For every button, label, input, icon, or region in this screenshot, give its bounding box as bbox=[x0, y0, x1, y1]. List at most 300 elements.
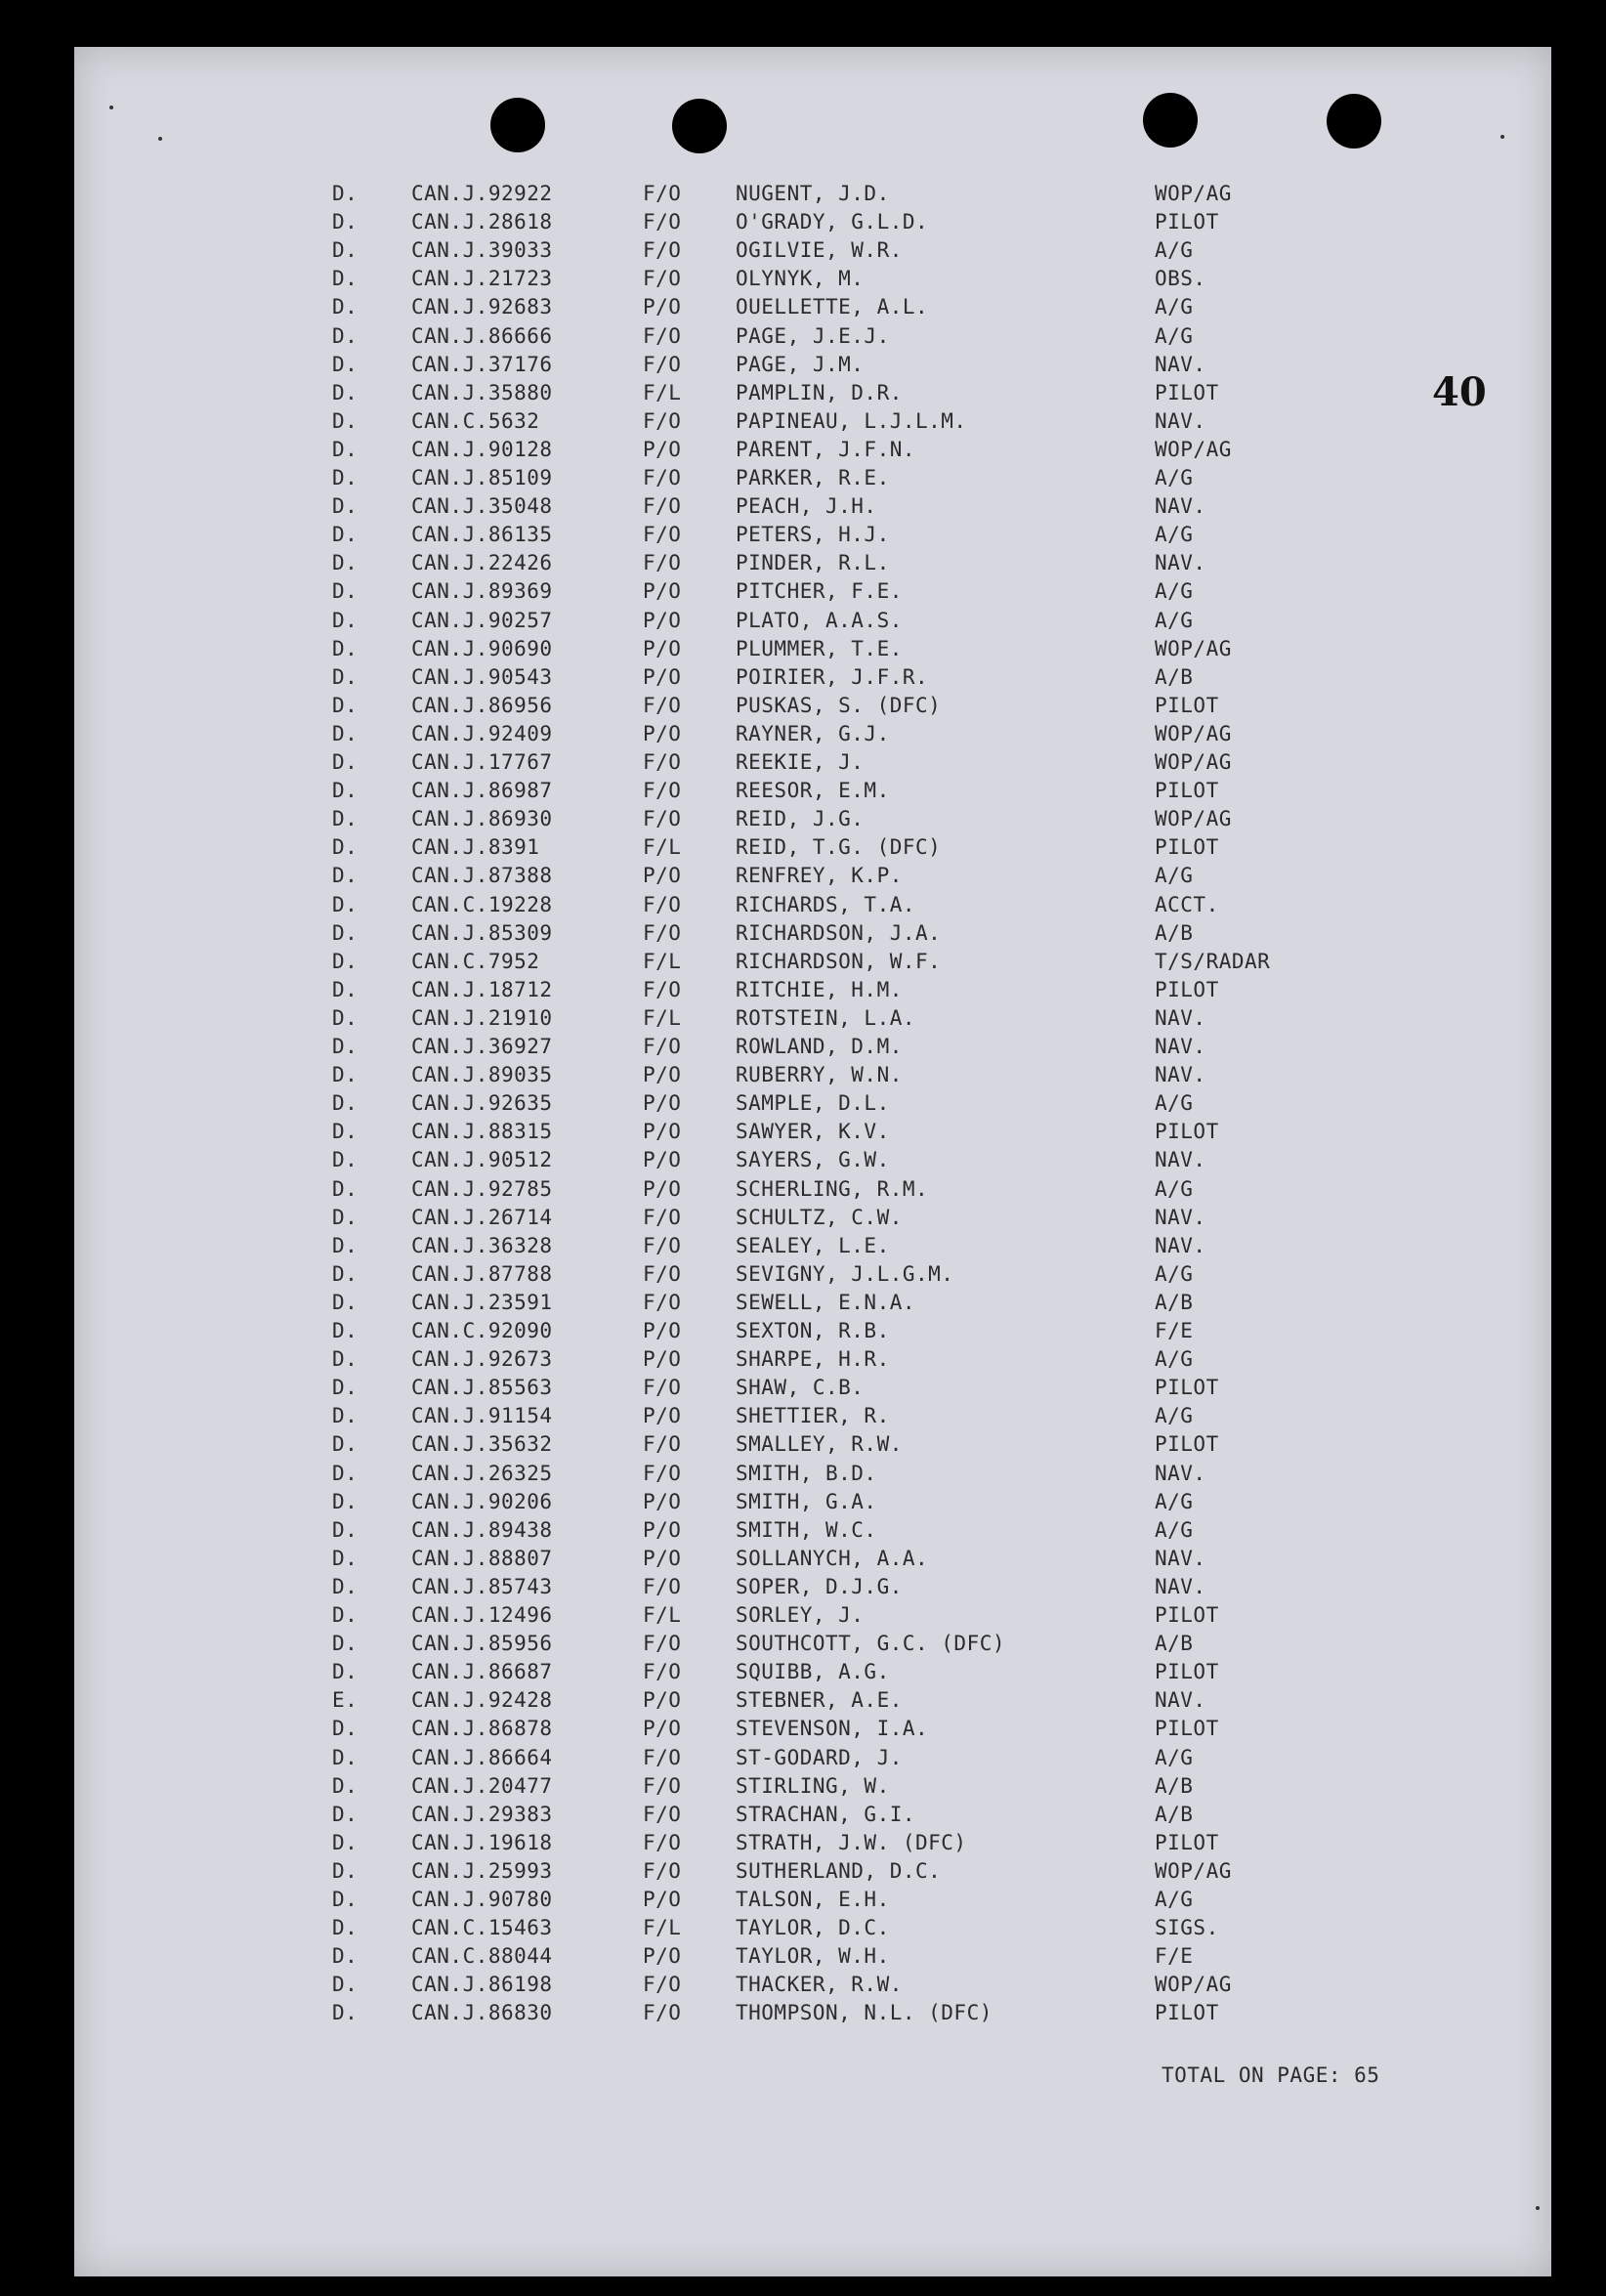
service-number-cell: CAN.J.86878 bbox=[411, 1717, 553, 1741]
name-cell: SMITH, B.D. bbox=[736, 1461, 877, 1485]
rank-cell: F/O bbox=[643, 408, 682, 433]
trade-cell: WOP/AG bbox=[1155, 721, 1232, 745]
speck bbox=[1500, 135, 1504, 139]
table-row bbox=[74, 1803, 1551, 1831]
rank-cell: F/O bbox=[643, 1802, 682, 1826]
status-cell: D. bbox=[332, 1035, 359, 1058]
rank-cell: P/O bbox=[643, 721, 682, 745]
name-cell: SEALEY, L.E. bbox=[736, 1233, 890, 1257]
status-cell: D. bbox=[332, 210, 359, 234]
table-row bbox=[74, 182, 1551, 210]
trade-cell: A/G bbox=[1155, 1176, 1194, 1201]
status-cell: D. bbox=[332, 1347, 359, 1372]
service-number-cell: CAN.C.5632 bbox=[411, 408, 540, 433]
trade-cell: A/B bbox=[1155, 920, 1194, 945]
table-row bbox=[74, 807, 1551, 835]
rank-cell: F/O bbox=[643, 1973, 682, 1997]
service-number-cell: CAN.J.92673 bbox=[411, 1347, 553, 1372]
rank-cell: F/O bbox=[643, 210, 682, 234]
status-cell: D. bbox=[332, 1261, 359, 1286]
name-cell: PITCHER, F.E. bbox=[736, 579, 903, 604]
trade-cell: A/G bbox=[1155, 1888, 1194, 1911]
status-cell: D. bbox=[332, 1858, 359, 1883]
name-cell: PARKER, R.E. bbox=[736, 466, 890, 489]
name-cell: REID, J.G. bbox=[736, 807, 865, 831]
name-cell: OGILVIE, W.R. bbox=[736, 238, 903, 263]
trade-cell: OBS. bbox=[1155, 267, 1206, 291]
status-cell: D. bbox=[332, 352, 359, 376]
name-cell: SUTHERLAND, D.C. bbox=[736, 1858, 942, 1883]
rank-cell: P/O bbox=[643, 1176, 682, 1201]
name-cell: POIRIER, J.F.R. bbox=[736, 664, 929, 689]
status-cell: D. bbox=[332, 920, 359, 945]
status-cell: D. bbox=[332, 779, 359, 803]
status-cell: D. bbox=[332, 864, 359, 888]
trade-cell: A/G bbox=[1155, 295, 1194, 319]
punch-hole bbox=[490, 98, 545, 152]
rank-cell: F/O bbox=[643, 807, 682, 831]
name-cell: ST-GODARD, J. bbox=[736, 1745, 903, 1769]
service-number-cell: CAN.J.20477 bbox=[411, 1773, 553, 1798]
service-number-cell: CAN.J.92635 bbox=[411, 1091, 553, 1116]
rank-cell: F/O bbox=[643, 1632, 682, 1656]
trade-cell: A/B bbox=[1155, 1773, 1194, 1798]
name-cell: O'GRADY, G.L.D. bbox=[736, 210, 929, 234]
name-cell: SCHERLING, R.M. bbox=[736, 1176, 929, 1201]
service-number-cell: CAN.J.26714 bbox=[411, 1205, 553, 1229]
status-cell: D. bbox=[332, 1546, 359, 1570]
trade-cell: A/G bbox=[1155, 323, 1194, 348]
service-number-cell: CAN.J.39033 bbox=[411, 238, 553, 263]
table-row bbox=[74, 295, 1551, 323]
name-cell: PARENT, J.F.N. bbox=[736, 437, 916, 461]
table-row bbox=[74, 779, 1551, 807]
service-number-cell: CAN.J.37176 bbox=[411, 352, 553, 376]
name-cell: TAYLOR, W.H. bbox=[736, 1944, 890, 1969]
name-cell: SEVIGNY, J.L.G.M. bbox=[736, 1261, 954, 1286]
service-number-cell: CAN.J.90128 bbox=[411, 437, 553, 461]
service-number-cell: CAN.J.36927 bbox=[411, 1035, 553, 1058]
status-cell: D. bbox=[332, 1802, 359, 1826]
status-cell: D. bbox=[332, 182, 359, 205]
table-row bbox=[74, 1944, 1551, 1973]
service-number-cell: CAN.J.92409 bbox=[411, 721, 553, 745]
service-number-cell: CAN.J.22426 bbox=[411, 551, 553, 575]
status-cell: D. bbox=[332, 1632, 359, 1656]
status-cell: D. bbox=[332, 1091, 359, 1116]
status-cell: D. bbox=[332, 551, 359, 575]
status-cell: D. bbox=[332, 721, 359, 745]
trade-cell: A/B bbox=[1155, 1632, 1194, 1656]
rank-cell: F/O bbox=[643, 182, 682, 205]
table-row bbox=[74, 893, 1551, 921]
trade-cell: NAV. bbox=[1155, 1546, 1206, 1570]
trade-cell: PILOT bbox=[1155, 977, 1219, 1001]
table-row bbox=[74, 1688, 1551, 1717]
name-cell: SHETTIER, R. bbox=[736, 1404, 890, 1428]
trade-cell: NAV. bbox=[1155, 1461, 1206, 1485]
trade-cell: PILOT bbox=[1155, 380, 1219, 404]
name-cell: SOLLANYCH, A.A. bbox=[736, 1546, 929, 1570]
trade-cell: T/S/RADAR bbox=[1155, 949, 1271, 973]
name-cell: SMITH, W.C. bbox=[736, 1517, 877, 1542]
name-cell: SAWYER, K.V. bbox=[736, 1120, 890, 1144]
rank-cell: F/L bbox=[643, 835, 682, 860]
status-cell: D. bbox=[332, 750, 359, 774]
table-row bbox=[74, 1206, 1551, 1234]
table-row bbox=[74, 1006, 1551, 1035]
service-number-cell: CAN.J.90543 bbox=[411, 664, 553, 689]
status-cell: D. bbox=[332, 323, 359, 348]
table-row bbox=[74, 1376, 1551, 1404]
status-cell: D. bbox=[332, 1944, 359, 1969]
name-cell: TAYLOR, D.C. bbox=[736, 1916, 890, 1940]
table-row bbox=[74, 1120, 1551, 1148]
name-cell: RITCHIE, H.M. bbox=[736, 977, 903, 1001]
name-cell: OLYNYK, M. bbox=[736, 267, 865, 291]
service-number-cell: CAN.J.86135 bbox=[411, 523, 553, 547]
rank-cell: F/O bbox=[643, 892, 682, 916]
status-cell: D. bbox=[332, 437, 359, 461]
status-cell: D. bbox=[332, 494, 359, 519]
name-cell: PEACH, J.H. bbox=[736, 494, 877, 519]
trade-cell: PILOT bbox=[1155, 1376, 1219, 1400]
table-row bbox=[74, 1432, 1551, 1461]
service-number-cell: CAN.J.85563 bbox=[411, 1376, 553, 1400]
table-row bbox=[74, 1973, 1551, 2001]
table-row bbox=[74, 1347, 1551, 1376]
rank-cell: F/O bbox=[643, 1773, 682, 1798]
rank-cell: F/L bbox=[643, 1005, 682, 1030]
trade-cell: A/G bbox=[1155, 864, 1194, 888]
speck bbox=[1536, 2206, 1540, 2210]
service-number-cell: CAN.J.21723 bbox=[411, 267, 553, 291]
trade-cell: NAV. bbox=[1155, 1005, 1206, 1030]
name-cell: PLATO, A.A.S. bbox=[736, 608, 903, 632]
service-number-cell: CAN.J.90690 bbox=[411, 636, 553, 660]
service-number-cell: CAN.J.90257 bbox=[411, 608, 553, 632]
status-cell: D. bbox=[332, 1603, 359, 1627]
service-number-cell: CAN.J.86956 bbox=[411, 693, 553, 717]
status-cell: D. bbox=[332, 1489, 359, 1513]
table-row bbox=[74, 1603, 1551, 1632]
trade-cell: WOP/AG bbox=[1155, 437, 1232, 461]
trade-cell: WOP/AG bbox=[1155, 182, 1232, 205]
name-cell: SEWELL, E.N.A. bbox=[736, 1290, 916, 1314]
status-cell: D. bbox=[332, 1120, 359, 1144]
trade-cell: A/B bbox=[1155, 1290, 1194, 1314]
status-cell: D. bbox=[332, 1290, 359, 1314]
status-cell: D. bbox=[332, 466, 359, 489]
rank-cell: F/O bbox=[643, 1035, 682, 1058]
trade-cell: A/G bbox=[1155, 579, 1194, 604]
table-row bbox=[74, 1746, 1551, 1774]
rank-cell: P/O bbox=[643, 579, 682, 604]
punch-hole bbox=[1143, 93, 1198, 148]
rank-cell: F/O bbox=[643, 1858, 682, 1883]
rank-cell: F/O bbox=[643, 1376, 682, 1400]
rank-cell: F/O bbox=[643, 494, 682, 519]
trade-cell: NAV. bbox=[1155, 408, 1206, 433]
service-number-cell: CAN.J.86687 bbox=[411, 1660, 553, 1684]
service-number-cell: CAN.J.28618 bbox=[411, 210, 553, 234]
service-number-cell: CAN.J.92922 bbox=[411, 182, 553, 205]
rank-cell: F/O bbox=[643, 323, 682, 348]
service-number-cell: CAN.J.90512 bbox=[411, 1148, 553, 1172]
table-row bbox=[74, 381, 1551, 409]
trade-cell: PILOT bbox=[1155, 835, 1219, 860]
table-row bbox=[74, 324, 1551, 353]
table-row bbox=[74, 353, 1551, 381]
table-row bbox=[74, 1717, 1551, 1745]
rank-cell: F/O bbox=[643, 1290, 682, 1314]
name-cell: SOPER, D.J.G. bbox=[736, 1574, 903, 1598]
rank-cell: F/O bbox=[643, 693, 682, 717]
service-number-cell: CAN.C.7952 bbox=[411, 949, 540, 973]
name-cell: SQUIBB, A.G. bbox=[736, 1660, 890, 1684]
speck bbox=[158, 137, 162, 141]
service-number-cell: CAN.J.86666 bbox=[411, 323, 553, 348]
service-number-cell: CAN.C.88044 bbox=[411, 1944, 553, 1969]
rank-cell: P/O bbox=[643, 1517, 682, 1542]
status-cell: D. bbox=[332, 1376, 359, 1400]
status-cell: D. bbox=[332, 238, 359, 263]
status-cell: D. bbox=[332, 664, 359, 689]
table-row bbox=[74, 1262, 1551, 1291]
status-cell: D. bbox=[332, 1973, 359, 1997]
status-cell: D. bbox=[332, 977, 359, 1001]
trade-cell: PILOT bbox=[1155, 1120, 1219, 1144]
service-number-cell: CAN.J.25993 bbox=[411, 1858, 553, 1883]
rank-cell: F/O bbox=[643, 1574, 682, 1598]
name-cell: SOUTHCOTT, G.C. (DFC) bbox=[736, 1632, 1006, 1656]
status-cell: D. bbox=[332, 693, 359, 717]
service-number-cell: CAN.J.86930 bbox=[411, 807, 553, 831]
status-cell: D. bbox=[332, 1063, 359, 1087]
table-row bbox=[74, 551, 1551, 579]
name-cell: SHARPE, H.R. bbox=[736, 1347, 890, 1372]
status-cell: D. bbox=[332, 608, 359, 632]
trade-cell: NAV. bbox=[1155, 1233, 1206, 1257]
rank-cell: F/O bbox=[643, 2001, 682, 2025]
table-row bbox=[74, 1234, 1551, 1262]
rank-cell: F/O bbox=[643, 267, 682, 291]
trade-cell: A/G bbox=[1155, 1347, 1194, 1372]
name-cell: RENFREY, K.P. bbox=[736, 864, 903, 888]
rank-cell: F/O bbox=[643, 920, 682, 945]
rank-cell: P/O bbox=[643, 1944, 682, 1969]
table-row bbox=[74, 494, 1551, 523]
table-row bbox=[74, 694, 1551, 722]
rank-cell: P/O bbox=[643, 1319, 682, 1342]
name-cell: SCHULTZ, C.W. bbox=[736, 1205, 903, 1229]
trade-cell: A/G bbox=[1155, 1745, 1194, 1769]
table-row bbox=[74, 1774, 1551, 1803]
name-cell: SORLEY, J. bbox=[736, 1603, 865, 1627]
status-cell: D. bbox=[332, 1517, 359, 1542]
speck bbox=[109, 106, 113, 109]
name-cell: REESOR, E.M. bbox=[736, 779, 890, 803]
table-row bbox=[74, 2001, 1551, 2029]
name-cell: PAMPLIN, D.R. bbox=[736, 380, 903, 404]
table-row bbox=[74, 1063, 1551, 1091]
name-cell: PUSKAS, S. (DFC) bbox=[736, 693, 942, 717]
table-row bbox=[74, 1888, 1551, 1916]
status-cell: D. bbox=[332, 523, 359, 547]
trade-cell: A/G bbox=[1155, 1091, 1194, 1116]
name-cell: STRATH, J.W. (DFC) bbox=[736, 1830, 967, 1854]
table-row bbox=[74, 921, 1551, 950]
trade-cell: WOP/AG bbox=[1155, 1858, 1232, 1883]
status-cell: D. bbox=[332, 949, 359, 973]
status-cell: D. bbox=[332, 1176, 359, 1201]
trade-cell: NAV. bbox=[1155, 1035, 1206, 1058]
table-row bbox=[74, 1575, 1551, 1603]
trade-cell: NAV. bbox=[1155, 1574, 1206, 1598]
table-row bbox=[74, 1177, 1551, 1206]
rank-cell: P/O bbox=[643, 664, 682, 689]
status-cell: D. bbox=[332, 1717, 359, 1741]
page-number: 40 bbox=[1432, 369, 1487, 415]
service-number-cell: CAN.C.92090 bbox=[411, 1319, 553, 1342]
service-number-cell: CAN.J.92785 bbox=[411, 1176, 553, 1201]
name-cell: SMALLEY, R.W. bbox=[736, 1432, 903, 1457]
name-cell: PINDER, R.L. bbox=[736, 551, 890, 575]
table-row bbox=[74, 1547, 1551, 1575]
name-cell: THACKER, R.W. bbox=[736, 1973, 903, 1997]
table-row bbox=[74, 835, 1551, 864]
status-cell: D. bbox=[332, 1205, 359, 1229]
service-number-cell: CAN.J.92683 bbox=[411, 295, 553, 319]
service-number-cell: CAN.J.21910 bbox=[411, 1005, 553, 1030]
service-number-cell: CAN.J.86198 bbox=[411, 1973, 553, 1997]
rank-cell: F/O bbox=[643, 466, 682, 489]
rank-cell: F/O bbox=[643, 1261, 682, 1286]
table-row bbox=[74, 1916, 1551, 1944]
status-cell: D. bbox=[332, 1461, 359, 1485]
name-cell: ROWLAND, D.M. bbox=[736, 1035, 903, 1058]
status-cell: D. bbox=[332, 1660, 359, 1684]
service-number-cell: CAN.J.85309 bbox=[411, 920, 553, 945]
name-cell: SAMPLE, D.L. bbox=[736, 1091, 890, 1116]
rank-cell: F/L bbox=[643, 380, 682, 404]
name-cell: TALSON, E.H. bbox=[736, 1888, 890, 1911]
name-cell: PAGE, J.M. bbox=[736, 352, 865, 376]
table-row bbox=[74, 210, 1551, 238]
service-number-cell: CAN.J.18712 bbox=[411, 977, 553, 1001]
status-cell: D. bbox=[332, 1745, 359, 1769]
table-row bbox=[74, 1660, 1551, 1688]
trade-cell: WOP/AG bbox=[1155, 1973, 1232, 1997]
rank-cell: F/O bbox=[643, 1205, 682, 1229]
rank-cell: F/L bbox=[643, 1603, 682, 1627]
name-cell: PLUMMER, T.E. bbox=[736, 636, 903, 660]
name-cell: RUBERRY, W.N. bbox=[736, 1063, 903, 1087]
name-cell: STEBNER, A.E. bbox=[736, 1688, 903, 1713]
service-number-cell: CAN.J.92428 bbox=[411, 1688, 553, 1713]
status-cell: D. bbox=[332, 1233, 359, 1257]
table-row bbox=[74, 1291, 1551, 1319]
name-cell: ROTSTEIN, L.A. bbox=[736, 1005, 916, 1030]
table-row bbox=[74, 722, 1551, 750]
name-cell: THOMPSON, N.L. (DFC) bbox=[736, 2001, 993, 2025]
rank-cell: F/O bbox=[643, 750, 682, 774]
table-row bbox=[74, 466, 1551, 494]
trade-cell: PILOT bbox=[1155, 1432, 1219, 1457]
rank-cell: F/O bbox=[643, 977, 682, 1001]
status-cell: D. bbox=[332, 1888, 359, 1911]
trade-cell: F/E bbox=[1155, 1944, 1194, 1969]
rank-cell: F/O bbox=[643, 551, 682, 575]
name-cell: REID, T.G. (DFC) bbox=[736, 835, 942, 860]
rank-cell: F/O bbox=[643, 1830, 682, 1854]
rank-cell: P/O bbox=[643, 295, 682, 319]
service-number-cell: CAN.J.86830 bbox=[411, 2001, 553, 2025]
rank-cell: F/O bbox=[643, 1461, 682, 1485]
rank-cell: P/O bbox=[643, 1063, 682, 1087]
status-cell: D. bbox=[332, 2001, 359, 2025]
status-cell: D. bbox=[332, 892, 359, 916]
trade-cell: PILOT bbox=[1155, 1603, 1219, 1627]
table-row bbox=[74, 637, 1551, 665]
rank-cell: F/L bbox=[643, 1916, 682, 1940]
table-row bbox=[74, 1490, 1551, 1518]
table-row bbox=[74, 238, 1551, 267]
trade-cell: WOP/AG bbox=[1155, 636, 1232, 660]
rank-cell: P/O bbox=[643, 608, 682, 632]
trade-cell: A/G bbox=[1155, 1404, 1194, 1428]
trade-cell: A/G bbox=[1155, 608, 1194, 632]
name-cell: PAGE, J.E.J. bbox=[736, 323, 890, 348]
rank-cell: P/O bbox=[643, 1688, 682, 1713]
service-number-cell: CAN.J.35632 bbox=[411, 1432, 553, 1457]
service-number-cell: CAN.J.8391 bbox=[411, 835, 540, 860]
rank-cell: F/O bbox=[643, 238, 682, 263]
table-row bbox=[74, 864, 1551, 892]
table-row bbox=[74, 579, 1551, 608]
trade-cell: NAV. bbox=[1155, 1205, 1206, 1229]
service-number-cell: CAN.J.87388 bbox=[411, 864, 553, 888]
trade-cell: PILOT bbox=[1155, 779, 1219, 803]
rank-cell: F/L bbox=[643, 949, 682, 973]
rank-cell: P/O bbox=[643, 1489, 682, 1513]
rank-cell: F/O bbox=[643, 779, 682, 803]
table-row bbox=[74, 1035, 1551, 1063]
service-number-cell: CAN.C.19228 bbox=[411, 892, 553, 916]
name-cell: SHAW, C.B. bbox=[736, 1376, 865, 1400]
service-number-cell: CAN.J.88315 bbox=[411, 1120, 553, 1144]
trade-cell: A/G bbox=[1155, 1489, 1194, 1513]
status-cell: D. bbox=[332, 380, 359, 404]
service-number-cell: CAN.J.36328 bbox=[411, 1233, 553, 1257]
service-number-cell: CAN.J.89369 bbox=[411, 579, 553, 604]
rank-cell: P/O bbox=[643, 864, 682, 888]
service-number-cell: CAN.J.88807 bbox=[411, 1546, 553, 1570]
service-number-cell: CAN.J.90780 bbox=[411, 1888, 553, 1911]
punch-hole bbox=[1327, 94, 1381, 149]
rank-cell: F/O bbox=[643, 1745, 682, 1769]
trade-cell: A/G bbox=[1155, 523, 1194, 547]
status-cell: D. bbox=[332, 1148, 359, 1172]
service-number-cell: CAN.J.29383 bbox=[411, 1802, 553, 1826]
status-cell: D. bbox=[332, 636, 359, 660]
status-cell: D. bbox=[332, 1432, 359, 1457]
status-cell: D. bbox=[332, 267, 359, 291]
trade-cell: SIGS. bbox=[1155, 1916, 1219, 1940]
table-row bbox=[74, 1859, 1551, 1888]
status-cell: E. bbox=[332, 1688, 359, 1713]
service-number-cell: CAN.J.35880 bbox=[411, 380, 553, 404]
